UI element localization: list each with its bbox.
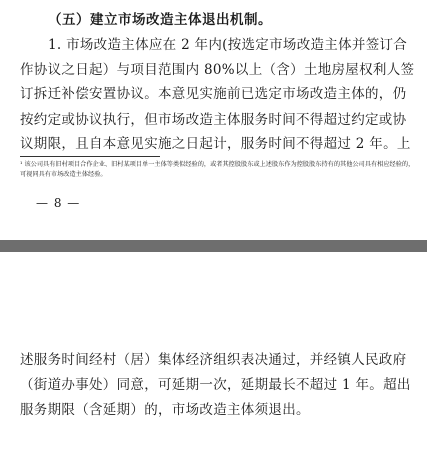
body-line-2: 作协议之日起）与项目范围内 80%以上（含）土地房屋权利人签 [20, 62, 415, 78]
body-line-3: 订拆迁补偿安置协议。本意见实施前已选定市场改造主体的，仍 [20, 86, 407, 102]
section-heading: （五）建立市场改造主体退出机制。 [48, 12, 272, 28]
footnote [20, 160, 420, 180]
body-line-6: 述服务时间经村（居）集体经济组织表决通过，并经镇人民政府 [20, 352, 407, 368]
body-line-7: （街道办事处）同意，可延期一次，延期最长不超过 1 年。超出 [20, 377, 411, 393]
body-line-4: 按约定或协议执行，但市场改造主体服务时间不得超过约定或协 [20, 112, 407, 128]
body-line-5: 议期限，且自本意见实施之日起计，服务时间不得超过 2 年。上 [20, 136, 411, 152]
body-line-8: 服务期限（含延期）的，市场改造主体须退出。 [20, 402, 310, 418]
document-page-lower [0, 252, 427, 454]
footnote-divider [20, 156, 160, 157]
page-number: — 8 — [36, 196, 81, 210]
page-separator [0, 240, 427, 252]
footnote-text: ¹ 该公司具有旧村项目合作企业、旧村某项目单一主体等类似经验的，或者其控股股东或上述股东作为控股股东持有的其他公司具有相应经验的，可视同具有市场改造主体经验。 [20, 161, 415, 178]
body-line-1: 1. 市场改造主体应在 2 年内(按选定市场改造主体并签订合 [48, 37, 408, 53]
